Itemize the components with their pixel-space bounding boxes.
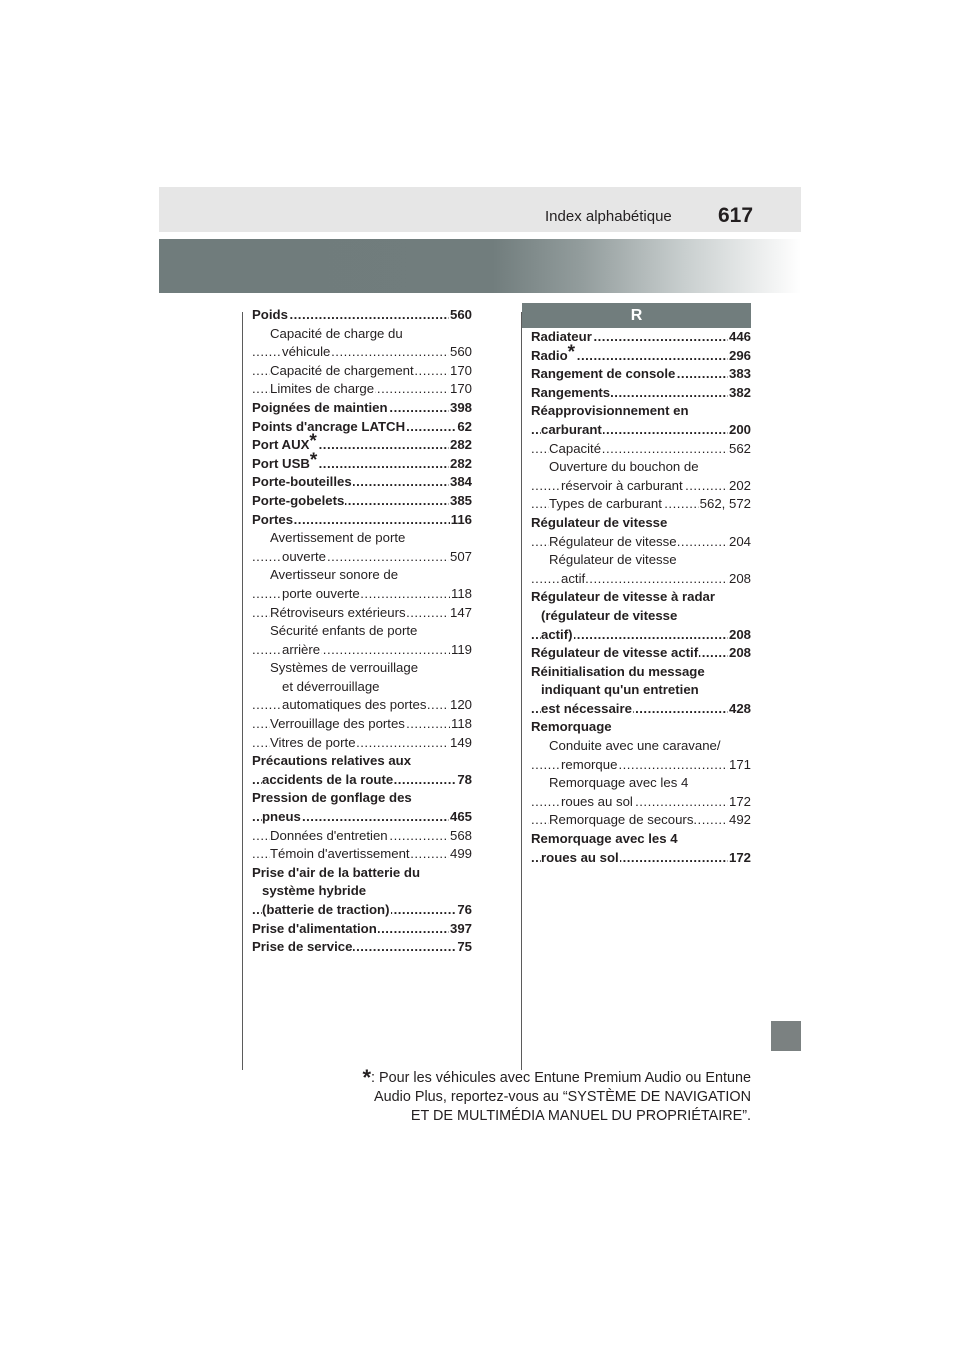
index-entry-label: et déverrouillage <box>282 678 380 694</box>
footnote <box>231 1065 751 1126</box>
index-entry <box>531 440 751 459</box>
index-entry-label: Régulateur de vitesse actif <box>531 645 699 661</box>
index-entry-label: système hybride <box>262 883 367 899</box>
index-entry-label: Vitres de porte <box>270 734 356 750</box>
index-entry-label: Rangement de console <box>531 366 676 382</box>
index-entry <box>531 514 751 533</box>
footnote-line-3: ET DE MULTIMÉDIA MANUEL DU PROPRIÉTAIRE”. <box>410 1108 751 1124</box>
index-entry-label: roues au sol <box>541 849 619 865</box>
index-entry <box>531 737 751 756</box>
index-entry <box>531 328 751 347</box>
index-entry <box>252 845 472 864</box>
index-entry <box>252 399 472 418</box>
index-entry <box>252 473 472 492</box>
index-entry-label: accidents de la route <box>262 771 394 787</box>
index-entry <box>252 492 472 511</box>
index-entry-page[interactable]: 149 <box>449 734 472 753</box>
index-entry <box>252 306 472 325</box>
index-entry-label: est nécessaire <box>541 700 632 716</box>
footnote-line-2: Audio Plus, reportez-vous au “SYSTÈME DE NAVIGATION <box>374 1089 751 1105</box>
index-entry <box>531 495 751 514</box>
index-entry-label: Port AUX* <box>252 431 317 453</box>
index-entry-label: Remorquage de secours <box>549 812 694 828</box>
index-entry-label: Avertisseur sonore de <box>270 567 399 583</box>
index-entry <box>531 811 751 830</box>
index-entry-page[interactable]: 118 <box>450 585 472 604</box>
index-entry <box>252 431 472 455</box>
index-entry-page[interactable]: 507 <box>449 548 472 567</box>
footnote-marker: * <box>309 431 317 453</box>
index-entry-page[interactable]: 398 <box>449 399 472 418</box>
index-entry-label: pneus <box>262 809 301 825</box>
index-entry-page[interactable]: 120 <box>449 696 472 715</box>
index-entry <box>252 715 472 734</box>
index-entry <box>531 849 751 868</box>
index-entry-label: Port USB* <box>252 449 318 471</box>
index-entry-page[interactable]: 202 <box>728 477 751 496</box>
index-entry <box>252 938 472 957</box>
index-entry-label: Témoin d'avertissement <box>270 846 410 862</box>
index-entry-label: porte ouverte <box>282 585 360 601</box>
index-entry <box>252 604 472 623</box>
index-entry-label: Sécurité enfants de porte <box>270 623 418 639</box>
index-entry-label: ouverte <box>282 548 326 564</box>
index-entry-label: Régulateur de vitesse à radar <box>531 589 715 605</box>
header-bar <box>159 187 801 232</box>
index-entry-label: Régulateur de vitesse <box>531 514 668 530</box>
index-entry-label: Précautions relatives aux <box>252 753 412 769</box>
index-entry-page[interactable]: 385 <box>449 492 472 511</box>
index-entry <box>252 529 472 548</box>
index-entry <box>252 827 472 846</box>
index-entry-page[interactable]: 208 <box>728 626 751 645</box>
index-entry-label: Radiateur <box>531 329 592 344</box>
index-entry-page[interactable]: 208 <box>728 644 751 663</box>
index-entry-page[interactable]: 75 <box>456 938 472 957</box>
index-column-right <box>531 328 751 867</box>
index-entry <box>252 864 472 883</box>
index-entry-label: véhicule <box>282 344 331 360</box>
index-entry-label: Données d'entretien <box>270 827 388 843</box>
index-entry <box>531 830 751 849</box>
index-entry <box>531 607 751 626</box>
index-entry <box>531 756 751 775</box>
index-entry <box>252 511 472 530</box>
page-header-title: Index alphabétique <box>545 208 672 225</box>
index-entry <box>531 365 751 384</box>
index-entry-label: remorque <box>561 756 618 772</box>
index-entry-page[interactable]: 465 <box>449 808 472 827</box>
index-entry-label: Systèmes de verrouillage <box>270 660 419 676</box>
column-rule-middle <box>521 312 522 1070</box>
index-entry <box>252 343 472 362</box>
index-entry-label: Capacité <box>549 440 602 456</box>
index-entry <box>252 678 472 697</box>
index-entry-label: Réapprovisionnement en <box>531 403 689 419</box>
index-entry <box>531 644 751 663</box>
index-entry-label: Poignées de maintien <box>252 399 388 415</box>
index-entry-label: automatiques des portes <box>282 697 427 713</box>
index-entry-label: Porte-bouteilles <box>252 474 352 490</box>
index-entry <box>531 533 751 552</box>
index-entry-label: Poids <box>252 307 288 322</box>
index-entry-page[interactable]: 568 <box>449 827 472 846</box>
index-entry <box>531 341 751 366</box>
index-entry-page[interactable]: 118 <box>450 715 472 734</box>
index-entry-label: Régulateur de vitesse <box>549 533 677 549</box>
index-entry <box>252 882 472 901</box>
index-entry-page[interactable]: 204 <box>728 533 751 552</box>
index-entry-label: roues au sol <box>561 793 633 809</box>
index-entry-page[interactable]: 208 <box>728 570 751 589</box>
index-entry-page[interactable]: 383 <box>728 365 751 384</box>
footnote-marker: * <box>309 449 318 471</box>
index-entry <box>531 700 751 719</box>
index-entry <box>252 920 472 939</box>
index-entry-label: Porte-gobelets <box>252 492 345 508</box>
index-entry-label: Prise de service <box>252 939 353 955</box>
index-entry-page[interactable]: 397 <box>449 920 472 939</box>
index-entry <box>252 325 472 344</box>
page-number: 617 <box>718 204 754 227</box>
index-entry <box>252 789 472 808</box>
index-entry-page[interactable]: 492 <box>728 811 751 830</box>
index-entry <box>252 659 472 678</box>
index-entry-page[interactable]: 171 <box>728 756 751 775</box>
index-entry-page[interactable]: 560 <box>449 343 472 362</box>
index-entry <box>531 626 751 645</box>
index-entry <box>531 774 751 793</box>
index-entry-label: (batterie de traction) <box>262 902 390 917</box>
index-entry <box>252 808 472 827</box>
index-entry-page[interactable]: 76 <box>456 901 472 920</box>
index-entry-page[interactable]: 147 <box>449 604 472 623</box>
chapter-tab <box>771 1021 801 1051</box>
footnote-marker: * <box>567 341 576 363</box>
index-entry-page[interactable]: 78 <box>456 771 472 790</box>
index-entry <box>531 663 751 682</box>
index-entry-label: Ouverture du bouchon de <box>549 459 699 475</box>
index-entry-label: Régulateur de vitesse <box>549 552 677 568</box>
index-entry-label: Réinitialisation du message <box>531 663 705 679</box>
index-entry-label: Remorquage avec les 4 <box>549 775 689 791</box>
index-entry <box>252 622 472 641</box>
index-entry-label: actif <box>561 570 586 586</box>
index-entry <box>531 588 751 607</box>
index-column-left <box>252 306 472 957</box>
index-entry-page[interactable]: 116 <box>450 511 472 530</box>
index-entry-page[interactable]: 382 <box>728 384 751 403</box>
index-entry-label: Points d'ancrage LATCH <box>252 418 406 434</box>
footnote-asterisk: * <box>362 1065 372 1090</box>
index-entry-label: arrière <box>282 641 321 657</box>
index-entry <box>252 696 472 715</box>
index-entry-label: Limites de charge <box>270 381 375 397</box>
index-entry-page[interactable]: 562 <box>728 440 751 459</box>
index-entry-page[interactable]: 384 <box>449 473 472 492</box>
index-entry <box>252 771 472 790</box>
index-entry-label: indiquant qu'un entretien <box>541 682 699 698</box>
index-entry-label: Avertissement de porte <box>270 530 406 546</box>
index-entry-page[interactable]: 562, 572 <box>699 495 751 514</box>
index-entry-label: Verrouillage des portes <box>270 716 405 732</box>
index-entry-label: Prise d'air de la batterie du <box>252 864 421 880</box>
index-entry-page[interactable]: 200 <box>728 421 751 440</box>
index-entry-label: Rétroviseurs extérieurs <box>270 604 406 620</box>
index-entry-label: Capacité de charge du <box>270 325 403 341</box>
index-entry-page[interactable]: 560 <box>449 306 472 325</box>
footnote-line-1: : Pour les véhicules avec Entune Premium Audio ou Entune <box>371 1070 751 1086</box>
index-entry <box>531 551 751 570</box>
index-entry <box>531 793 751 812</box>
index-entry <box>252 418 472 437</box>
index-entry-label: carburant <box>541 421 602 437</box>
index-entry-page[interactable]: 428 <box>728 700 751 719</box>
index-entry-page[interactable]: 172 <box>728 849 751 868</box>
index-entry <box>531 681 751 700</box>
index-entry-label: Radio* <box>531 341 576 363</box>
index-entry-page[interactable]: 446 <box>728 328 751 347</box>
index-entry-page[interactable]: 119 <box>450 641 472 660</box>
index-entry-label: Prise d'alimentation <box>252 920 377 936</box>
index-entry-label: Rangements <box>531 384 611 400</box>
index-entry <box>252 901 472 920</box>
index-entry-page[interactable]: 62 <box>456 418 472 437</box>
index-entry <box>252 566 472 585</box>
index-entry-page[interactable]: 170 <box>449 380 472 399</box>
index-entry-label: Capacité de chargement <box>270 362 414 378</box>
index-entry <box>252 380 472 399</box>
column-rule-left <box>242 312 243 1070</box>
index-entry-page[interactable]: 282 <box>449 455 472 474</box>
index-entry-page[interactable]: 282 <box>449 436 472 455</box>
index-entry <box>531 384 751 403</box>
index-entry <box>531 421 751 440</box>
index-entry-page[interactable]: 499 <box>449 845 472 864</box>
index-entry <box>531 458 751 477</box>
index-entry-label: Remorquage avec les 4 <box>531 831 678 847</box>
index-entry-page[interactable]: 296 <box>728 347 751 366</box>
index-entry-label: Types de carburant <box>549 496 662 512</box>
index-entry-label: Remorquage <box>531 719 612 735</box>
index-entry-page[interactable]: 172 <box>728 793 751 812</box>
index-entry <box>252 752 472 771</box>
index-entry <box>531 718 751 737</box>
header-gradient-band <box>159 239 801 293</box>
index-entry <box>252 449 472 474</box>
index-entry-label: Pression de gonflage des <box>252 790 412 806</box>
index-entry-label: (régulateur de vitesse <box>541 607 678 623</box>
index-entry-label: réservoir à carburant <box>561 477 683 493</box>
section-letter-header: R <box>522 303 751 328</box>
index-entry <box>252 734 472 753</box>
index-entry-label: actif) <box>541 626 573 642</box>
index-entry <box>252 548 472 567</box>
index-entry <box>252 585 472 604</box>
index-entry <box>531 477 751 496</box>
index-entry <box>252 641 472 660</box>
index-entry <box>531 570 751 589</box>
index-entry <box>531 402 751 421</box>
index-entry-page[interactable]: 170 <box>449 362 472 381</box>
index-entry <box>252 362 472 381</box>
index-entry-label: Conduite avec une caravane/ <box>549 738 721 754</box>
index-entry-label: Portes <box>252 511 294 527</box>
